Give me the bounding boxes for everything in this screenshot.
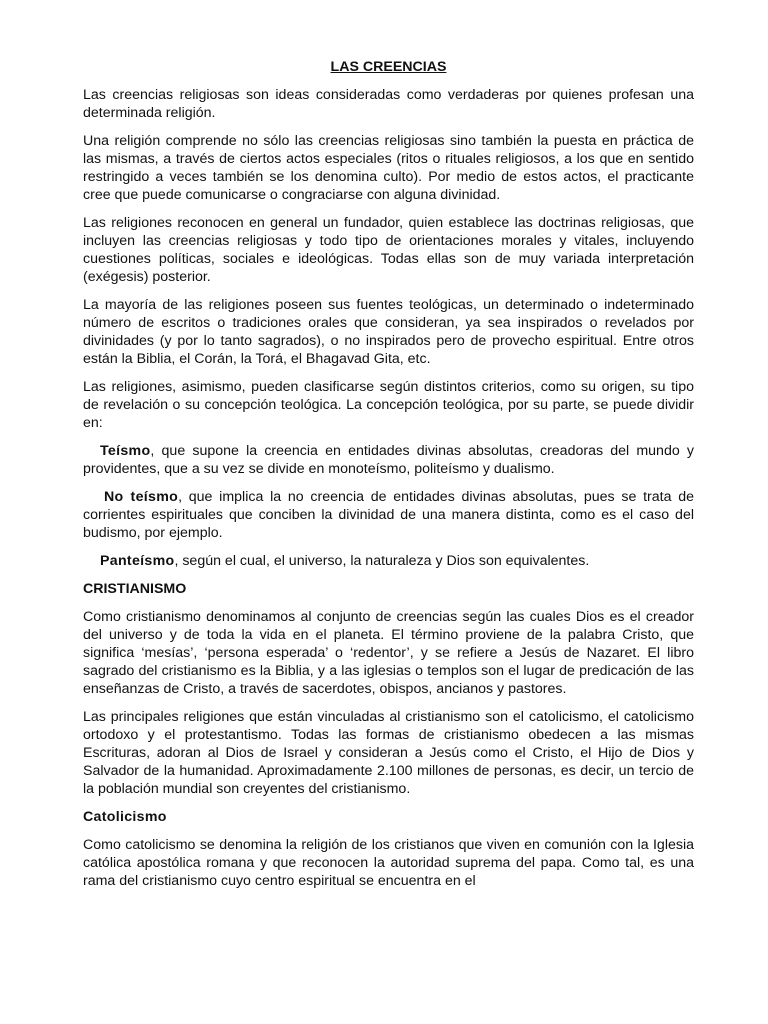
document-page — [83, 58, 694, 900]
classification-term: Panteísmo — [100, 553, 175, 569]
classification-text: , según el cual, el universo, la naturaleza y Dios son equivalentes. — [174, 553, 590, 569]
intro-paragraph-2: Una religión comprende no sólo las creencias religiosas sino también la puesta en práctica de las mismas, a través de ciertos actos especiales (ritos o rituales religiosos, a los que en sentido restringido a veces también se los denomina culto). Por medio de estos actos, el practicante cree que puede comunicarse o congraciarse con alguna divinidad. — [83, 133, 694, 203]
classification-term: No teísmo — [104, 489, 179, 505]
classification-text: , que implica la no creencia de entidades divinas absolutas, pues se trata de corrientes espirituales que conciben la divinidad de una manera distinta, como es el caso del budismo, por ejemplo. — [83, 489, 694, 541]
section-heading-cristianismo: CRISTIANISMO — [83, 581, 187, 597]
classification-no-teismo — [83, 488, 694, 542]
intro-paragraph-4: La mayoría de las religiones poseen sus fuentes teológicas, un determinado o indeterminado número de escritos o tradiciones orales que consideran, ya sea inspirados o revelados por divinidades (y por lo tanto sagrados), o no inspirados pero de provecho espiritual. Entre otros están la Biblia, el Corán, la Torá, el Bhagavad Gita, etc. — [83, 297, 694, 367]
document-title: LAS CREENCIAS — [330, 59, 447, 75]
cristianismo-paragraph-1: Como cristianismo denominamos al conjunto de creencias según las cuales Dios es el creador del universo y de toda la vida en el planeta. El término proviene de la palabra Cristo, que significa ‘mesías’, ‘persona esperada’ o ‘redentor’, y se refiere a Jesús de Nazaret. El libro sagrado del cristianismo es la Biblia, y a las iglesias o templos son el lugar de predicación de las enseñanzas de Cristo, a través de sacerdotes, obispos, ancianos y pastores. — [83, 609, 694, 697]
cristianismo-paragraph-2: Las principales religiones que están vinculadas al cristianismo son el catolicismo, el catolicismo ortodoxo y el protestantismo. Todas las formas de cristianismo obedecen a las mismas Escrituras, adoran al Dios de Israel y consideran a Jesús como el Cristo, el Hijo de Dios y Salvador de la humanidad. Aproximadamente 2.100 millones de personas, es decir, un tercio de la población mundial son creyentes del cristianismo. — [83, 709, 694, 797]
classification-text: , que supone la creencia en entidades divinas absolutas, creadoras del mundo y providentes, que a su vez se divide en monoteísmo, politeísmo y dualismo. — [83, 443, 694, 477]
classification-term: Teísmo — [100, 443, 151, 459]
intro-paragraph-3: Las religiones reconocen en general un fundador, quien establece las doctrinas religiosas, que incluyen las creencias religiosas y todo tipo de orientaciones morales y vitales, incluyendo cuestiones políticas, sociales e ideológicas. Todas ellas son de muy variada interpretación (exégesis) posterior. — [83, 215, 694, 285]
catolicismo-paragraph-1: Como catolicismo se denomina la religión de los cristianos que viven en comunión con la Iglesia católica apostólica romana y que reconocen la autoridad suprema del papa. Como tal, es una rama del cristianismo cuyo centro espiritual se encuentra en el — [83, 837, 694, 889]
intro-paragraph-5: Las religiones, asimismo, pueden clasificarse según distintos criterios, como su origen, su tipo de revelación o su concepción teológica. La concepción teológica, por su parte, se puede dividir en: — [83, 379, 694, 431]
intro-paragraph-1: Las creencias religiosas son ideas consideradas como verdaderas por quienes profesan una determinada religión. — [83, 87, 694, 121]
classification-panteismo — [83, 552, 694, 570]
subsection-heading-catolicismo: Catolicismo — [83, 809, 167, 825]
classification-teismo — [83, 442, 694, 478]
